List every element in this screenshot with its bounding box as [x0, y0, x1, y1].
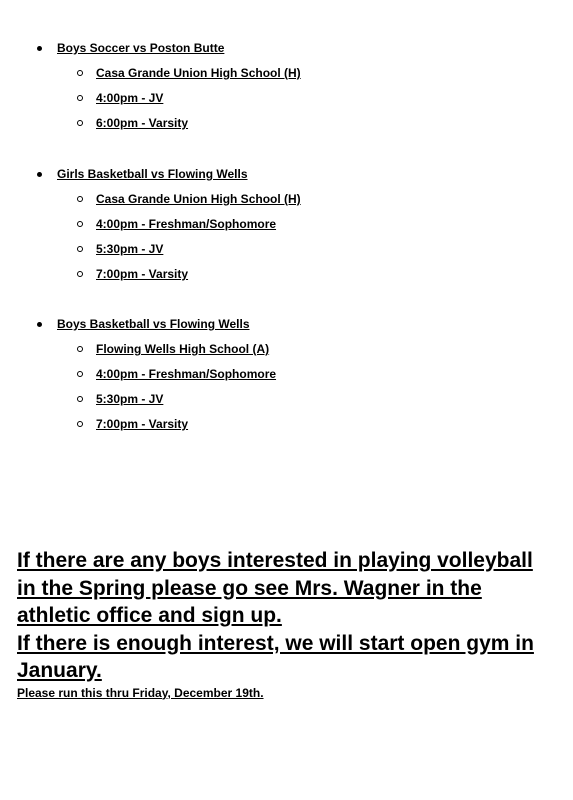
- notice-line: If there are any boys interested in playing volleyball: [17, 549, 533, 572]
- circle-bullet-icon: [77, 421, 83, 427]
- event-boys-basketball: [37, 317, 276, 442]
- bullet-icon: [37, 322, 42, 327]
- detail-text: 5:30pm - JV: [96, 392, 164, 406]
- notice-line: athletic office and sign up.: [17, 604, 282, 627]
- circle-bullet-icon: [77, 346, 83, 352]
- detail-text: 7:00pm - Varsity: [96, 417, 189, 431]
- event-detail-location: [37, 192, 301, 217]
- notice-footer: Please run this thru Friday, December 19th.: [17, 685, 264, 700]
- event-title-text: Girls Basketball vs Flowing Wells: [57, 167, 248, 181]
- event-girls-basketball: [37, 167, 301, 292]
- detail-text: 4:00pm - Freshman/Sophomore: [96, 217, 277, 231]
- circle-bullet-icon: [77, 271, 83, 277]
- circle-bullet-icon: [77, 95, 83, 101]
- event-detail-time: [37, 267, 301, 292]
- detail-text: 4:00pm - Freshman/Sophomore: [96, 367, 277, 381]
- circle-bullet-icon: [77, 120, 83, 126]
- event-title: [37, 317, 276, 342]
- event-detail-time: [37, 242, 301, 267]
- circle-bullet-icon: [77, 246, 83, 252]
- notice-line: in the Spring please go see Mrs. Wagner in the: [17, 576, 482, 600]
- detail-text: 4:00pm - JV: [96, 91, 164, 105]
- detail-text: 5:30pm - JV: [96, 242, 164, 256]
- circle-bullet-icon: [77, 196, 83, 202]
- event-title: [37, 167, 301, 192]
- bullet-icon: [37, 172, 42, 177]
- event-detail-location: [37, 66, 301, 91]
- detail-text: Casa Grande Union High School (H): [96, 66, 301, 80]
- detail-text: 6:00pm - Varsity: [96, 116, 189, 130]
- circle-bullet-icon: [77, 70, 83, 76]
- event-title: [37, 41, 301, 66]
- detail-text: 7:00pm - Varsity: [96, 267, 189, 281]
- circle-bullet-icon: [77, 371, 83, 377]
- event-title-text: Boys Soccer vs Poston Butte: [57, 41, 225, 55]
- event-title-text: Boys Basketball vs Flowing Wells: [57, 317, 250, 331]
- notice-line: If there is enough interest, we will start open gym in: [17, 631, 534, 655]
- event-boys-soccer: [37, 41, 301, 141]
- event-detail-time: [37, 417, 276, 442]
- event-detail-time: [37, 217, 301, 242]
- event-detail-time: [37, 367, 276, 392]
- circle-bullet-icon: [77, 396, 83, 402]
- bullet-icon: [37, 46, 42, 51]
- circle-bullet-icon: [77, 221, 83, 227]
- event-detail-time: [37, 116, 301, 141]
- notice-line: January.: [17, 659, 102, 682]
- detail-text: Flowing Wells High School (A): [96, 342, 270, 356]
- volleyball-notice: [17, 547, 557, 701]
- event-detail-time: [37, 91, 301, 116]
- event-detail-location: [37, 342, 276, 367]
- detail-text: Casa Grande Union High School (H): [96, 192, 301, 206]
- event-detail-time: [37, 392, 276, 417]
